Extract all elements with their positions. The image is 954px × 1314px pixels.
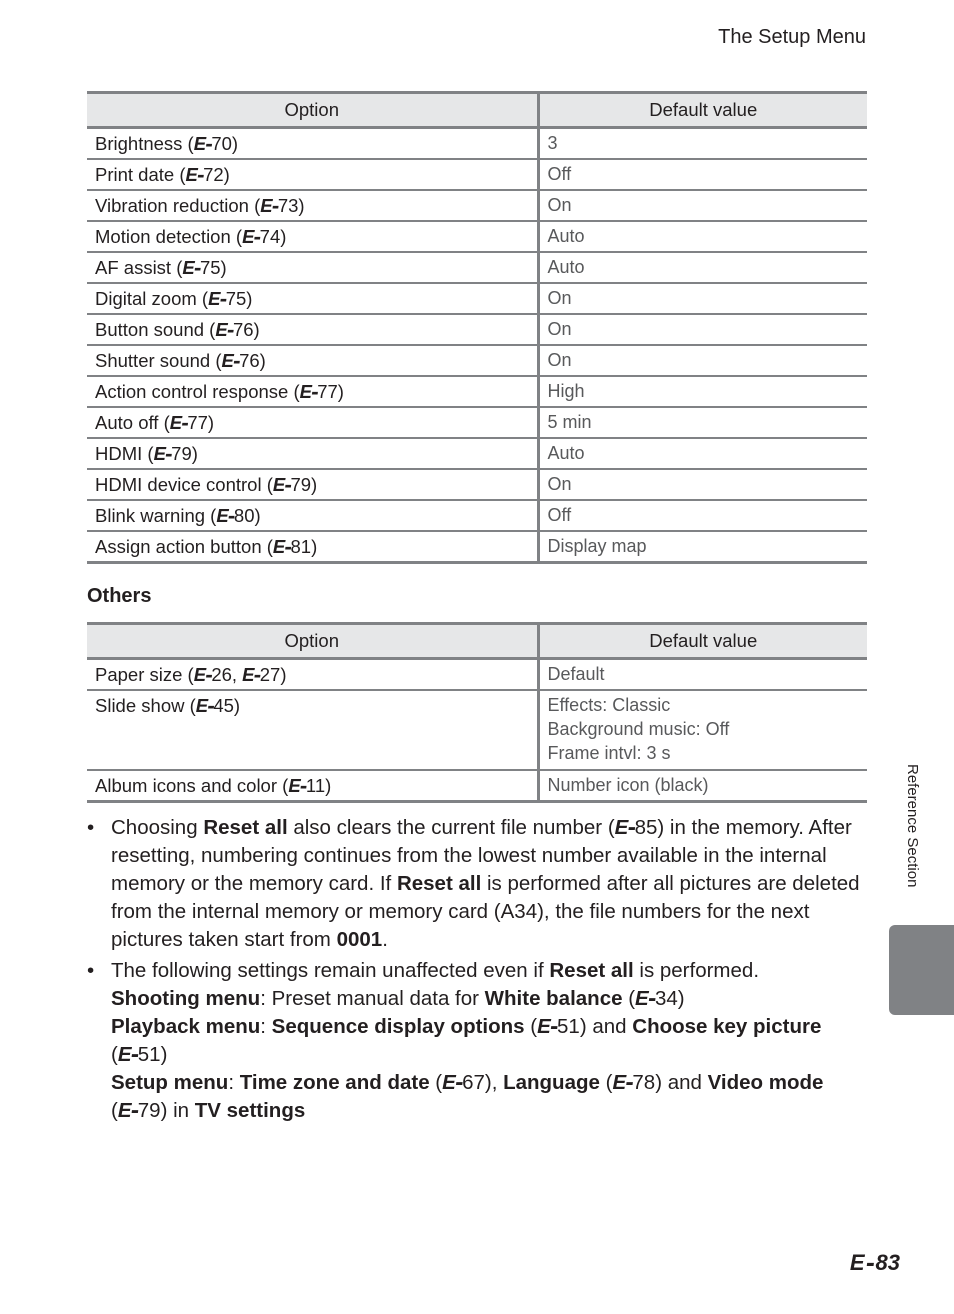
value-cell: Off (538, 159, 867, 190)
reference-icon: E⁃ (442, 1071, 463, 1094)
option-cell: Button sound (E⁃76) (87, 314, 538, 345)
value-line: Effects: Classic (547, 695, 671, 715)
table-row (87, 531, 867, 563)
table-row (87, 438, 867, 469)
option-cell: Paper size (E⁃26, E⁃27) (87, 659, 538, 691)
option-cell: Digital zoom (E⁃75) (87, 283, 538, 314)
value-cell: On (538, 314, 867, 345)
reference-icon: E⁃ (272, 536, 291, 557)
reference-icon: E⁃ (117, 1099, 138, 1122)
settings-table (87, 91, 867, 564)
section-title-others: Others (87, 585, 152, 607)
value-cell: On (538, 345, 867, 376)
reference-icon: E⁃ (182, 257, 200, 278)
reference-icon: E⁃ (242, 664, 260, 685)
value-cell: Display map (538, 531, 867, 563)
option-cell: AF assist (E⁃75) (87, 252, 538, 283)
reference-icon: E⁃ (272, 474, 291, 495)
reference-icon: E⁃ (299, 381, 318, 402)
side-section-label: Reference Section (904, 764, 921, 888)
table-row (87, 345, 867, 376)
option-cell: HDMI (E⁃79) (87, 438, 538, 469)
option-cell: Slide show (E⁃45) (87, 690, 538, 770)
reference-icon: E⁃ (612, 1071, 633, 1094)
option-cell: Album icons and color (E⁃11) (87, 770, 538, 802)
page-number: E⁃83 (849, 1250, 900, 1275)
reference-icon: E⁃ (215, 319, 233, 340)
value-line: Background music: Off (547, 719, 730, 739)
value-cell: Default (538, 659, 867, 691)
section-thumb-tab (889, 925, 954, 1015)
reference-icon: E⁃ (216, 505, 234, 526)
table-row (87, 252, 867, 283)
reference-icon: E⁃ (153, 443, 172, 464)
reference-icon: E⁃ (242, 226, 260, 247)
reference-icon: E⁃ (288, 775, 306, 796)
others-table (87, 622, 867, 803)
table-row (87, 190, 867, 221)
value-cell: Auto (538, 252, 867, 283)
table-row (87, 128, 867, 160)
value-cell: 5 min (538, 407, 867, 438)
column-header-option: Option (87, 93, 538, 128)
reference-icon: E⁃ (193, 133, 212, 154)
column-header-default: Default value (538, 624, 867, 659)
page-header-title: The Setup Menu (718, 26, 866, 48)
reference-icon: E⁃ (193, 664, 212, 685)
list-item: • Choosing Reset all also clears the current file number (E⁃85) in the memory. After resetting, numbering continues from the lowest number available in the internal memory or the memory card. If Reset all is performed after all pictures are deleted from the internal memory or memory card (A34), the file numbers for the next pictures taken start from 0001. (87, 816, 860, 951)
reference-icon: E⁃ (185, 164, 204, 185)
value-cell: High (538, 376, 867, 407)
value-cell: Auto (538, 221, 867, 252)
value-cell (538, 690, 867, 770)
value-cell: 3 (538, 128, 867, 160)
value-cell: On (538, 469, 867, 500)
value-cell: On (538, 283, 867, 314)
table-row (87, 659, 867, 691)
table-row (87, 159, 867, 190)
option-cell: Brightness (E⁃70) (87, 128, 538, 160)
value-cell: Number icon (black) (538, 770, 867, 802)
value-cell: Auto (538, 438, 867, 469)
option-cell: Auto off (E⁃77) (87, 407, 538, 438)
reference-icon: E⁃ (221, 350, 240, 371)
page-reference-icon: A (500, 900, 515, 923)
option-cell: HDMI device control (E⁃79) (87, 469, 538, 500)
option-cell: Blink warning (E⁃80) (87, 500, 538, 531)
bullet-icon: • (87, 816, 95, 839)
reference-icon: E⁃ (169, 412, 188, 433)
table-row (87, 283, 867, 314)
table-row (87, 407, 867, 438)
reference-icon: E⁃ (635, 987, 655, 1010)
reference-icon: E⁃ (208, 288, 226, 309)
table-row (87, 314, 867, 345)
option-cell: Print date (E⁃72) (87, 159, 538, 190)
value-cell: On (538, 190, 867, 221)
value-line: Frame intvl: 3 s (547, 743, 671, 763)
option-cell: Motion detection (E⁃74) (87, 221, 538, 252)
reference-icon: E⁃ (537, 1015, 558, 1038)
column-header-default: Default value (538, 93, 867, 128)
table-row (87, 469, 867, 500)
reference-icon: E⁃ (195, 695, 214, 716)
option-cell: Vibration reduction (E⁃73) (87, 190, 538, 221)
reference-icon: E⁃ (117, 1043, 138, 1066)
reference-icon: E⁃ (260, 195, 278, 216)
column-header-option: Option (87, 624, 538, 659)
notes-list (87, 814, 877, 1128)
table-row (87, 500, 867, 531)
option-cell: Action control response (E⁃77) (87, 376, 538, 407)
table-row (87, 221, 867, 252)
table-row (87, 770, 867, 802)
reference-icon: E⁃ (614, 816, 635, 839)
option-cell: Shutter sound (E⁃76) (87, 345, 538, 376)
table-row (87, 376, 867, 407)
bullet-icon: • (87, 959, 95, 982)
option-cell: Assign action button (E⁃81) (87, 531, 538, 563)
value-cell: Off (538, 500, 867, 531)
list-item: • The following settings remain unaffected even if Reset all is performed. Shooting menu: Preset manual data for White balance (E⁃34) Playback menu: Sequence display options (E⁃51) and Choose key picture (E⁃51) Setup menu: Time zone and date (E⁃67), Language (E⁃78) and Video mode (E⁃79) in TV settings (87, 959, 824, 1122)
table-row (87, 690, 867, 770)
